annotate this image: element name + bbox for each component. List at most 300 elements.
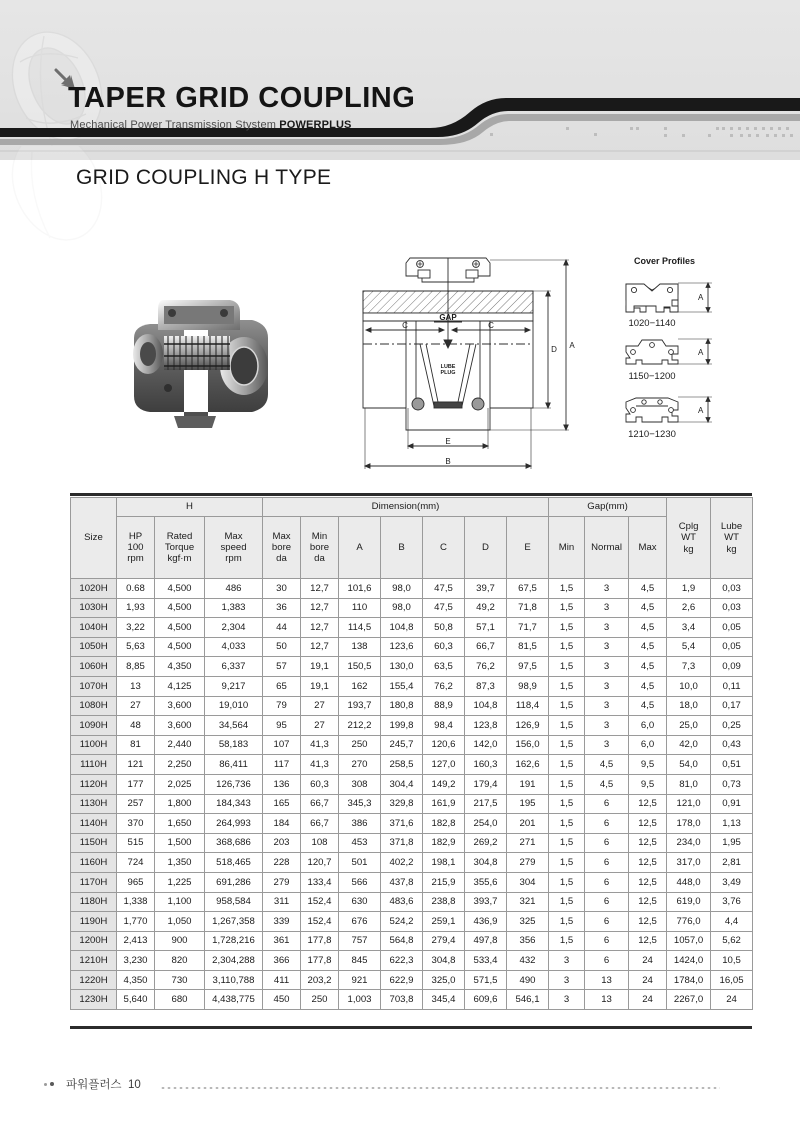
label-d: D	[551, 345, 557, 354]
cell-value: 0,11	[711, 676, 753, 696]
cell-value: 0.68	[117, 579, 155, 599]
cell-value: 437,8	[381, 872, 423, 892]
cell-value: 393,7	[465, 892, 507, 912]
cell-value: 12,5	[629, 912, 667, 932]
cell-value: 0,91	[711, 794, 753, 814]
cell-value: 3	[585, 716, 629, 736]
cell-value: 130,0	[381, 657, 423, 677]
cell-value: 4,5	[629, 598, 667, 618]
cell-value: 201	[507, 814, 549, 834]
cell-value: 123,6	[381, 637, 423, 657]
table-row	[71, 814, 753, 834]
product-photo	[112, 276, 284, 441]
cell-value: 9,5	[629, 755, 667, 775]
cell-value: 27	[117, 696, 155, 716]
cell-value: 12,7	[301, 598, 339, 618]
cell-value: 184	[263, 814, 301, 834]
cell-value: 10,0	[667, 676, 711, 696]
cell-value: 518,465	[205, 853, 263, 873]
cover-profile-1-range: 1020−1140	[628, 318, 676, 329]
cell-value: 345,3	[339, 794, 381, 814]
cell-value: 142,0	[465, 735, 507, 755]
footer-dot-leader	[160, 1087, 720, 1089]
cell-value: 203	[263, 833, 301, 853]
cell-value: 104,8	[381, 618, 423, 638]
cell-value: 191	[507, 774, 549, 794]
cell-value: 179,4	[465, 774, 507, 794]
cell-value: 156,0	[507, 735, 549, 755]
cover-profile-2-range: 1150−1200	[628, 371, 676, 382]
cell-value: 1,95	[711, 833, 753, 853]
cell-value: 177	[117, 774, 155, 794]
cell-value: 1424,0	[667, 951, 711, 971]
cell-value: 97,5	[507, 657, 549, 677]
cell-size: 1030H	[71, 598, 117, 618]
table-row	[71, 931, 753, 951]
header-group-dimension: Dimension(mm)	[263, 498, 549, 517]
cover-profile-2-dim: A	[698, 348, 704, 357]
cell-value: 2,304	[205, 618, 263, 638]
cell-value: 81,5	[507, 637, 549, 657]
cell-value: 776,0	[667, 912, 711, 932]
cover-profiles-title: Cover Profiles	[634, 256, 696, 266]
cell-value: 730	[155, 970, 205, 990]
cell-value: 1,5	[549, 931, 585, 951]
cell-value: 54,0	[667, 755, 711, 775]
header-gap-max: Max	[629, 517, 667, 579]
cell-value: 366	[263, 951, 301, 971]
header-rated-torque: Rated Torque kgf·m	[155, 517, 205, 579]
table-row	[71, 794, 753, 814]
cell-value: 1,5	[549, 794, 585, 814]
cell-value: 3	[549, 970, 585, 990]
cell-size: 1060H	[71, 657, 117, 677]
page-footer	[0, 1074, 800, 1100]
cell-value: 66,7	[465, 637, 507, 657]
cell-value: 432	[507, 951, 549, 971]
cell-value: 448,0	[667, 872, 711, 892]
cell-value: 5,63	[117, 637, 155, 657]
cell-value: 703,8	[381, 990, 423, 1010]
cell-value: 0,05	[711, 618, 753, 638]
cell-value: 5,640	[117, 990, 155, 1010]
cell-value: 165	[263, 794, 301, 814]
header-dim-c: C	[423, 517, 465, 579]
cover-profile-3-range: 1210−1230	[628, 429, 676, 440]
header-gap-normal: Normal	[585, 517, 629, 579]
cell-size: 1140H	[71, 814, 117, 834]
cell-value: 490	[507, 970, 549, 990]
header-dot-pattern	[0, 0, 800, 160]
cell-value: 1,5	[549, 716, 585, 736]
cell-value: 24	[629, 970, 667, 990]
cell-value: 57	[263, 657, 301, 677]
cell-value: 19,1	[301, 657, 339, 677]
cell-value: 4,5	[629, 618, 667, 638]
cell-value: 25,0	[667, 716, 711, 736]
cell-value: 76,2	[465, 657, 507, 677]
cell-value: 3,600	[155, 716, 205, 736]
cell-value: 13	[585, 990, 629, 1010]
cell-value: 149,2	[423, 774, 465, 794]
cell-value: 60,3	[301, 774, 339, 794]
label-c-left: C	[402, 321, 408, 330]
cell-value: 212,2	[339, 716, 381, 736]
cell-value: 18,0	[667, 696, 711, 716]
cell-value: 123,8	[465, 716, 507, 736]
cell-value: 1,5	[549, 598, 585, 618]
cell-size: 1020H	[71, 579, 117, 599]
cell-value: 44	[263, 618, 301, 638]
cover-profile-1-dim: A	[698, 293, 704, 302]
cell-value: 86,411	[205, 755, 263, 775]
label-c-right: C	[488, 321, 494, 330]
cross-section-drawing	[348, 248, 578, 483]
footer-text	[66, 1076, 141, 1092]
cell-value: 0,03	[711, 579, 753, 599]
header-dim-e: E	[507, 517, 549, 579]
cell-value: 42,0	[667, 735, 711, 755]
cell-value: 1,100	[155, 892, 205, 912]
cell-value: 4,350	[155, 657, 205, 677]
cell-value: 676	[339, 912, 381, 932]
cell-value: 3	[585, 598, 629, 618]
table-row	[71, 676, 753, 696]
cell-value: 228	[263, 853, 301, 873]
cell-value: 1,5	[549, 912, 585, 932]
cover-profiles-diagram	[612, 250, 787, 450]
cell-value: 2267,0	[667, 990, 711, 1010]
table-row	[71, 912, 753, 932]
table-subheader-row	[71, 517, 753, 579]
footer-dot-small-icon	[44, 1083, 47, 1086]
cell-value: 3	[585, 735, 629, 755]
cell-value: 0,17	[711, 696, 753, 716]
cell-value: 259,1	[423, 912, 465, 932]
cell-value: 177,8	[301, 931, 339, 951]
cell-value: 386	[339, 814, 381, 834]
table-row	[71, 970, 753, 990]
cell-size: 1210H	[71, 951, 117, 971]
cell-value: 136	[263, 774, 301, 794]
footer-bullet-marks	[44, 1082, 54, 1086]
cell-value: 4,500	[155, 598, 205, 618]
cell-value: 921	[339, 970, 381, 990]
cell-value: 325,0	[423, 970, 465, 990]
cell-value: 501	[339, 853, 381, 873]
cell-size: 1050H	[71, 637, 117, 657]
cell-value: 12,5	[629, 892, 667, 912]
cell-value: 4,500	[155, 579, 205, 599]
table-row	[71, 833, 753, 853]
cell-size: 1040H	[71, 618, 117, 638]
cell-value: 546,1	[507, 990, 549, 1010]
cell-value: 680	[155, 990, 205, 1010]
cell-value: 47,5	[423, 598, 465, 618]
cell-value: 110	[339, 598, 381, 618]
cell-value: 155,4	[381, 676, 423, 696]
cell-value: 371,6	[381, 814, 423, 834]
cell-value: 4,5	[629, 696, 667, 716]
cell-size: 1110H	[71, 755, 117, 775]
cell-value: 4,5	[585, 774, 629, 794]
cell-value: 6	[585, 794, 629, 814]
cell-value: 1,5	[549, 735, 585, 755]
label-a: A	[569, 341, 575, 350]
table-row	[71, 735, 753, 755]
cell-value: 65	[263, 676, 301, 696]
table-row	[71, 579, 753, 599]
cell-value: 483,6	[381, 892, 423, 912]
cell-value: 4,350	[117, 970, 155, 990]
cell-value: 279	[263, 872, 301, 892]
cell-value: 370	[117, 814, 155, 834]
cell-value: 609,6	[465, 990, 507, 1010]
cell-value: 88,9	[423, 696, 465, 716]
cell-value: 436,9	[465, 912, 507, 932]
cell-value: 3	[585, 579, 629, 599]
cell-value: 162,6	[507, 755, 549, 775]
cell-value: 371,8	[381, 833, 423, 853]
cell-value: 311	[263, 892, 301, 912]
label-e: E	[445, 437, 451, 446]
cell-value: 177,8	[301, 951, 339, 971]
footer-page-number: 10	[127, 1079, 141, 1091]
cell-value: 250	[301, 990, 339, 1010]
cell-value: 7,3	[667, 657, 711, 677]
brand-name: POWERPLUS	[279, 119, 352, 131]
cell-value: 271	[507, 833, 549, 853]
cell-value: 71,7	[507, 618, 549, 638]
cell-value: 1,383	[205, 598, 263, 618]
cell-value: 1,500	[155, 833, 205, 853]
cell-value: 4,5	[629, 657, 667, 677]
cell-size: 1190H	[71, 912, 117, 932]
section-title: GRID COUPLING H TYPE	[76, 166, 332, 189]
table-row	[71, 618, 753, 638]
cell-value: 34,564	[205, 716, 263, 736]
spec-table-wrap	[70, 497, 752, 1010]
cell-value: 108	[301, 833, 339, 853]
cell-value: 3	[585, 637, 629, 657]
cell-value: 198,1	[423, 853, 465, 873]
cell-value: 10,5	[711, 951, 753, 971]
cell-value: 724	[117, 853, 155, 873]
cell-value: 162	[339, 676, 381, 696]
cell-value: 12,5	[629, 814, 667, 834]
header-cplg-wt: Cplg WT kg	[667, 498, 711, 579]
cell-value: 619,0	[667, 892, 711, 912]
header-dim-d: D	[465, 517, 507, 579]
cell-value: 368,686	[205, 833, 263, 853]
cell-value: 12,5	[629, 931, 667, 951]
cell-value: 13	[117, 676, 155, 696]
cell-value: 41,3	[301, 735, 339, 755]
table-row	[71, 990, 753, 1010]
cell-value: 58,183	[205, 735, 263, 755]
cell-value: 98,9	[507, 676, 549, 696]
cell-value: 13	[585, 970, 629, 990]
cell-value: 2,250	[155, 755, 205, 775]
header-dim-a: A	[339, 517, 381, 579]
table-row	[71, 951, 753, 971]
cell-value: 4,033	[205, 637, 263, 657]
cell-value: 0,25	[711, 716, 753, 736]
header-group-gap: Gap(mm)	[549, 498, 667, 517]
cell-value: 0,51	[711, 755, 753, 775]
cell-value: 1,267,358	[205, 912, 263, 932]
cell-value: 67,5	[507, 579, 549, 599]
cell-value: 107	[263, 735, 301, 755]
cell-value: 1,5	[549, 657, 585, 677]
cell-value: 2,6	[667, 598, 711, 618]
cell-value: 1,93	[117, 598, 155, 618]
cell-value: 66,7	[301, 794, 339, 814]
subtitle-text: Mechanical Power Transmission Stystem	[70, 119, 280, 131]
cell-value: 39,7	[465, 579, 507, 599]
cell-value: 630	[339, 892, 381, 912]
cell-value: 120,7	[301, 853, 339, 873]
cell-value: 1,728,216	[205, 931, 263, 951]
cell-value: 152,4	[301, 912, 339, 932]
cell-value: 150,5	[339, 657, 381, 677]
cell-value: 845	[339, 951, 381, 971]
cell-value: 4,500	[155, 618, 205, 638]
cell-value: 1,5	[549, 872, 585, 892]
cell-value: 304,8	[465, 853, 507, 873]
cell-value: 691,286	[205, 872, 263, 892]
cell-size: 1080H	[71, 696, 117, 716]
cell-value: 118,4	[507, 696, 549, 716]
cell-size: 1200H	[71, 931, 117, 951]
cell-value: 203,2	[301, 970, 339, 990]
cell-value: 6	[585, 814, 629, 834]
cell-value: 533,4	[465, 951, 507, 971]
cell-value: 5,62	[711, 931, 753, 951]
cell-value: 6	[585, 853, 629, 873]
cell-value: 450	[263, 990, 301, 1010]
cell-size: 1220H	[71, 970, 117, 990]
cell-value: 1784,0	[667, 970, 711, 990]
cell-size: 1120H	[71, 774, 117, 794]
cell-value: 182,9	[423, 833, 465, 853]
cell-value: 126,736	[205, 774, 263, 794]
cell-value: 264,993	[205, 814, 263, 834]
cell-value: 820	[155, 951, 205, 971]
label-gap: GAP	[439, 313, 457, 322]
specification-table	[70, 497, 753, 1010]
cell-value: 12,7	[301, 579, 339, 599]
cell-value: 215,9	[423, 872, 465, 892]
cell-value: 2,025	[155, 774, 205, 794]
cell-value: 1,13	[711, 814, 753, 834]
cell-value: 160,3	[465, 755, 507, 775]
cell-value: 257	[117, 794, 155, 814]
cell-value: 27	[301, 716, 339, 736]
cell-value: 453	[339, 833, 381, 853]
cell-value: 101,6	[339, 579, 381, 599]
cell-value: 250	[339, 735, 381, 755]
cell-value: 566	[339, 872, 381, 892]
cell-value: 6	[585, 872, 629, 892]
cell-value: 182,8	[423, 814, 465, 834]
cell-value: 497,8	[465, 931, 507, 951]
cell-value: 524,2	[381, 912, 423, 932]
cell-value: 48	[117, 716, 155, 736]
cell-value: 1,650	[155, 814, 205, 834]
cell-value: 6	[585, 833, 629, 853]
cell-value: 24	[629, 990, 667, 1010]
cell-value: 6	[585, 931, 629, 951]
table-head	[71, 498, 753, 579]
cell-value: 1057,0	[667, 931, 711, 951]
cell-value: 49,2	[465, 598, 507, 618]
cell-size: 1070H	[71, 676, 117, 696]
header-hp-100-rpm: HP 100 rpm	[117, 517, 155, 579]
cell-value: 98,0	[381, 598, 423, 618]
cell-value: 114,5	[339, 618, 381, 638]
page-subtitle	[70, 119, 352, 131]
cell-value: 321	[507, 892, 549, 912]
page-title: TAPER GRID COUPLING	[68, 82, 416, 114]
cell-value: 0,05	[711, 637, 753, 657]
cell-value: 57,1	[465, 618, 507, 638]
cell-value: 24	[629, 951, 667, 971]
cell-value: 269,2	[465, 833, 507, 853]
table-body	[71, 579, 753, 1010]
cell-value: 356	[507, 931, 549, 951]
cell-value: 3,600	[155, 696, 205, 716]
table-row	[71, 657, 753, 677]
cell-value: 50	[263, 637, 301, 657]
cell-value: 76,2	[423, 676, 465, 696]
cell-value: 3	[549, 951, 585, 971]
cell-value: 121,0	[667, 794, 711, 814]
cell-value: 4,5	[629, 676, 667, 696]
table-row	[71, 598, 753, 618]
cell-value: 958,584	[205, 892, 263, 912]
cell-value: 12,7	[301, 618, 339, 638]
cell-value: 2,304,288	[205, 951, 263, 971]
cell-value: 1,050	[155, 912, 205, 932]
cell-value: 12,5	[629, 872, 667, 892]
cell-value: 199,8	[381, 716, 423, 736]
cell-size: 1100H	[71, 735, 117, 755]
cell-value: 36	[263, 598, 301, 618]
cell-value: 757	[339, 931, 381, 951]
cell-value: 258,5	[381, 755, 423, 775]
cell-size: 1160H	[71, 853, 117, 873]
cell-value: 325	[507, 912, 549, 932]
footer-dot-medium-icon	[50, 1082, 54, 1086]
cell-value: 5,4	[667, 637, 711, 657]
cell-value: 3,49	[711, 872, 753, 892]
cell-value: 24	[711, 990, 753, 1010]
cell-value: 6	[585, 892, 629, 912]
coupling-cross-section-diagram	[348, 248, 578, 483]
cell-value: 515	[117, 833, 155, 853]
cell-value: 3	[585, 657, 629, 677]
table-row	[71, 853, 753, 873]
cell-value: 95	[263, 716, 301, 736]
cell-value: 317,0	[667, 853, 711, 873]
cell-value: 1,770	[117, 912, 155, 932]
cell-value: 79	[263, 696, 301, 716]
cell-value: 27	[301, 696, 339, 716]
cell-size: 1090H	[71, 716, 117, 736]
cell-value: 4,438,775	[205, 990, 263, 1010]
cell-value: 1,5	[549, 755, 585, 775]
